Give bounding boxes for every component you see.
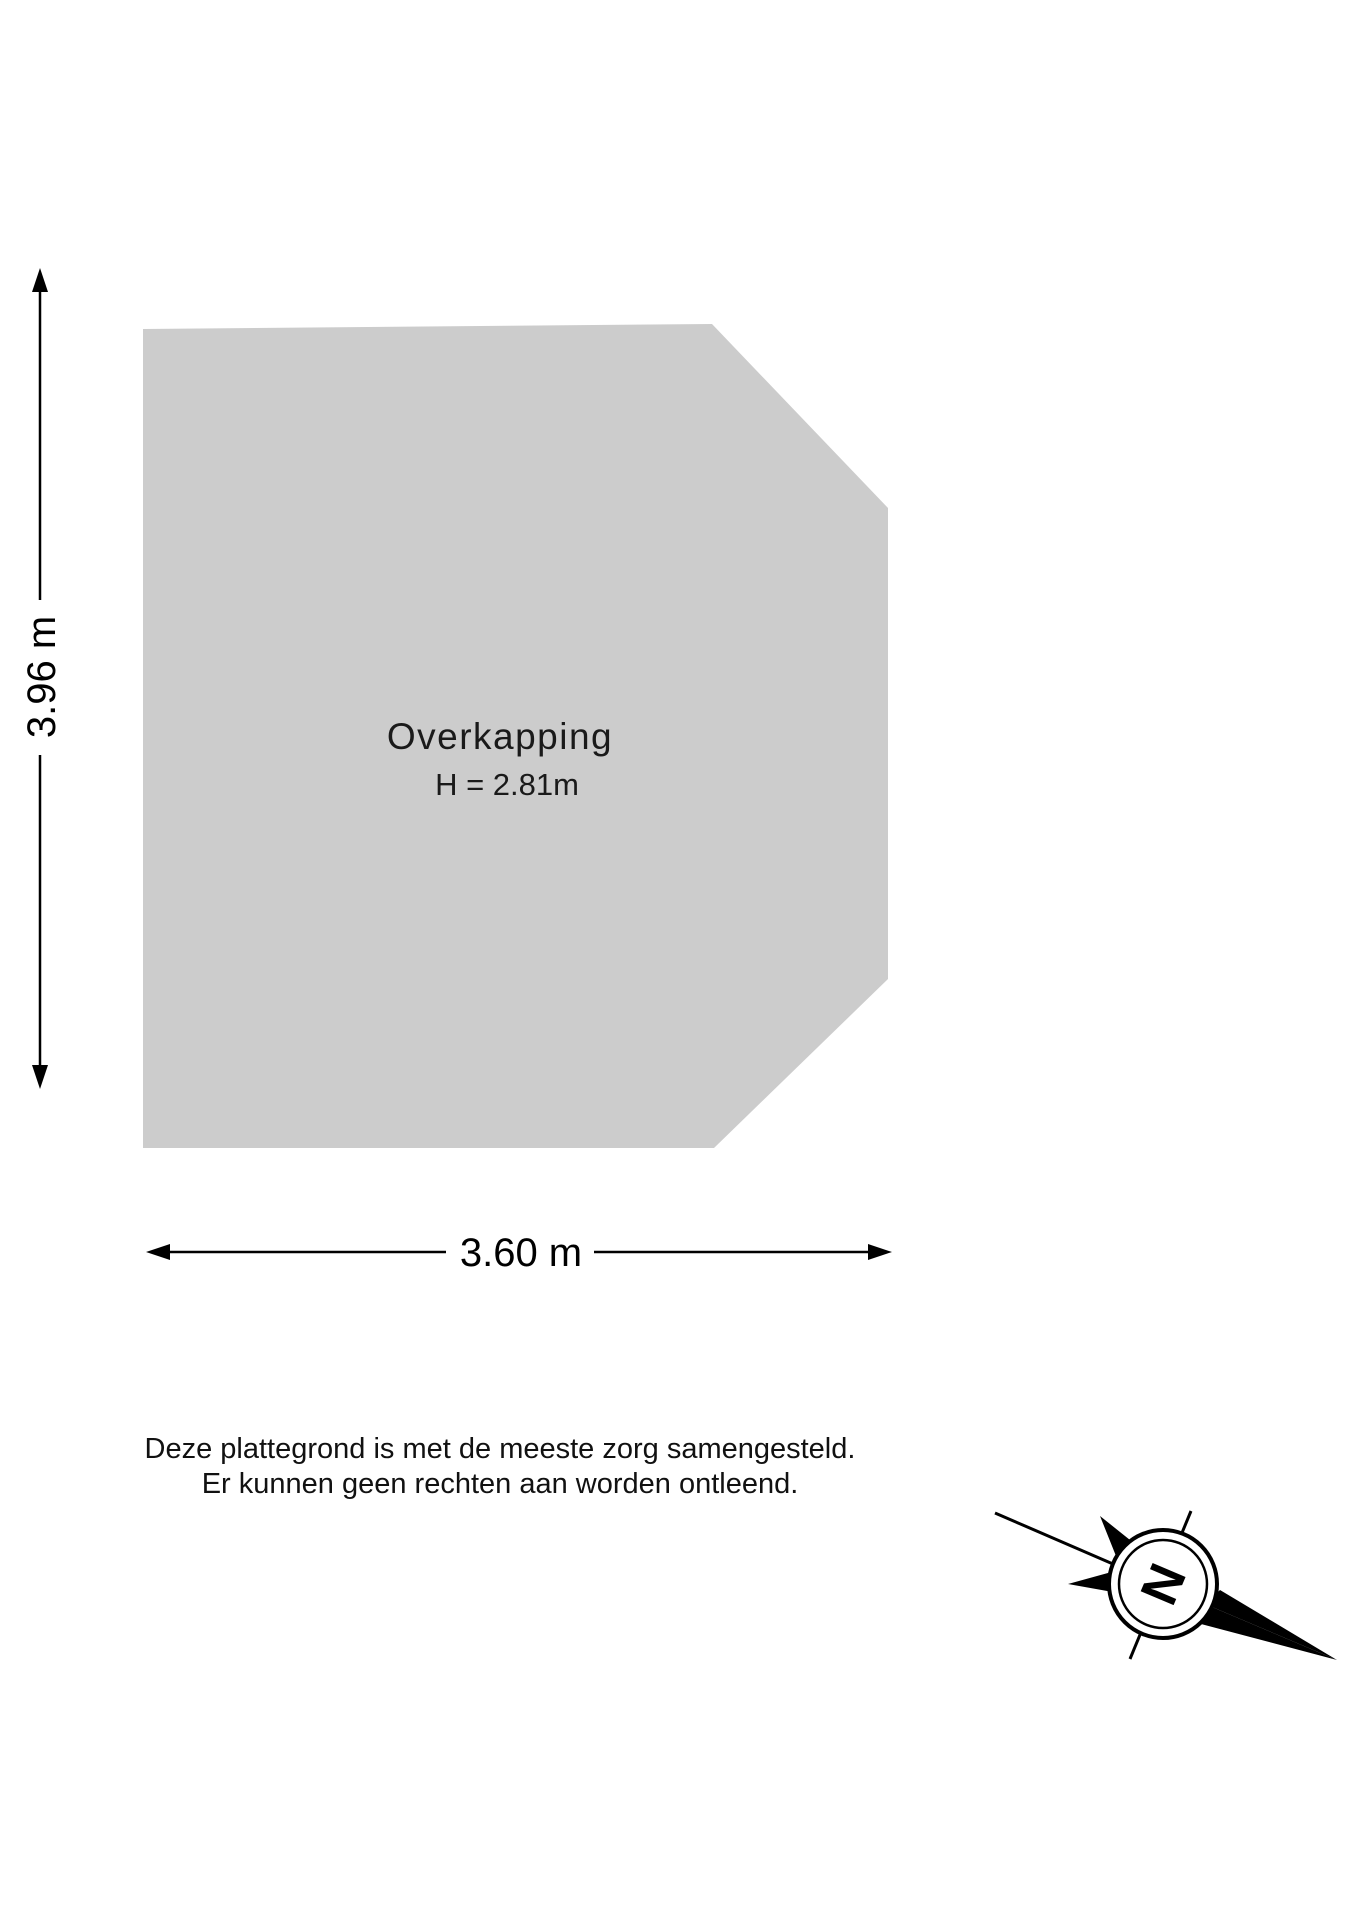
- vertical-dimension-label: 3.96 m: [20, 615, 64, 739]
- room-height: H = 2.81m: [435, 767, 579, 802]
- disclaimer-line-1: Deze plattegrond is met de meeste zorg samengesteld.: [144, 1433, 856, 1465]
- room-name: Overkapping: [386, 716, 614, 757]
- vertical-dimension: [20, 268, 64, 1089]
- north-arrow-icon: [995, 1511, 1337, 1660]
- horizontal-dimension: [146, 1231, 892, 1275]
- arrow-right-icon: [868, 1244, 892, 1260]
- disclaimer: [90, 1432, 910, 1502]
- disclaimer-line-2: Er kunnen geen rechten aan worden ontleend.: [201, 1468, 799, 1500]
- horizontal-dimension-label: 3.60 m: [459, 1231, 583, 1275]
- arrow-left-icon: [146, 1244, 170, 1260]
- compass-letter: N: [1129, 1555, 1198, 1614]
- arrow-up-icon: [32, 268, 48, 292]
- arrow-down-icon: [32, 1065, 48, 1089]
